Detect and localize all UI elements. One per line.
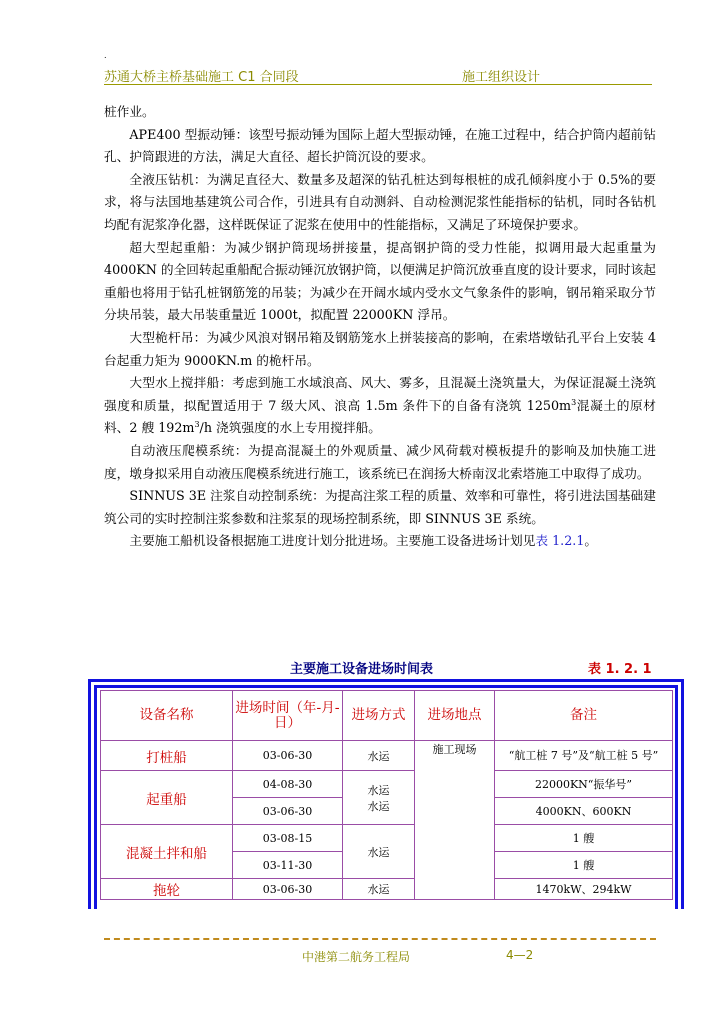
- body-text: [104, 101, 656, 553]
- table-row: [101, 879, 673, 900]
- table-title: 主要施工设备进场时间表: [290, 662, 434, 677]
- cell-remarks: 1470kW、294kW: [495, 879, 673, 900]
- cell-entry-time: 03-06-30: [233, 798, 343, 825]
- cell-entry-mode: 水运: [343, 879, 415, 900]
- page-number: 4—2: [506, 948, 534, 962]
- cell-entry-time: 03-08-15: [233, 825, 343, 852]
- paragraph-text: 大型水上搅拌船：考虑到施工水域浪高、风大、雾多，且混凝土浇筑量大，为保证混凝土浇筑强度和质量，拟配置适用于 7 级大风、浪高 1.5m 条件下的自备有浇筑 1250m: [104, 375, 656, 413]
- table-row: [101, 825, 673, 852]
- cell-remarks: 22000KN“振华号”: [495, 771, 673, 798]
- header-remarks: 备注: [495, 691, 673, 741]
- page-header: [104, 64, 652, 85]
- equipment-schedule-table: [100, 690, 673, 900]
- table-number: 表 1. 2. 1: [588, 662, 652, 677]
- cell-entry-mode: 水运: [343, 741, 415, 771]
- superscript: 3: [571, 397, 577, 407]
- cell-entry-time: 03-11-30: [233, 852, 343, 879]
- paragraph-text: 。: [584, 533, 598, 549]
- cell-entry-mode: [343, 771, 415, 825]
- table-reference-link[interactable]: 表 1.2.1: [535, 533, 585, 549]
- footer-divider: [104, 938, 656, 940]
- cell-entry-time: 03-06-30: [233, 879, 343, 900]
- header-entry-mode: 进场方式: [343, 691, 415, 741]
- paragraph: SINNUS 3E 注浆自动控制系统：为提高注浆工程的质量、效率和可靠性，将引进法国基础建筑公司的实时控制注浆参数和注浆泵的现场控制系统，即 SINNUS 3E 系统。: [104, 488, 656, 526]
- paragraph: 桩作业。: [104, 104, 155, 119]
- paragraph: 自动液压爬模系统：为提高混凝土的外观质量、减少风荷载对模板提升的影响及加快施工进度，墩身拟采用自动液压爬模系统进行施工，该系统已在润扬大桥南汊北索塔施工中取得了成功。: [104, 442, 656, 481]
- cell-entry-time: 03-06-30: [233, 741, 343, 771]
- paragraph-text: 主要施工船机设备根据施工进度计划分批进场。主要施工设备进场计划见: [129, 533, 536, 549]
- header-equipment-name: 设备名称: [101, 691, 233, 741]
- paragraph: [104, 372, 656, 440]
- paragraph-text: 混凝土的原材料、2 艘 192m: [104, 397, 656, 436]
- header-entry-place: 进场地点: [415, 691, 495, 741]
- paragraph: 超大型起重船：为减少钢护筒现场拼接量，提高钢护筒的受力性能，拟调用最大起重量为 4000KN 的全回转起重船配合振动锤沉放钢护筒，以便满足护筒沉放垂直度的设计要求，同时该起重船也将用于钻孔桩钢筋笼的吊装；为减少在开阔水域内受水文气象条件的影响，钢吊箱采取分节分块吊装，最大吊装重量近 1000t，拟配置 22000KN 浮吊。: [104, 239, 656, 323]
- header-project-title: 苏通大桥主桥基础施工 C1 合同段: [104, 70, 299, 85]
- paragraph-text: /h 浇筑强度的水上专用搅拌船。: [199, 420, 381, 436]
- cell-equipment-name: 起重船: [101, 771, 233, 825]
- cell-entry-place: 施工现场: [415, 741, 495, 900]
- entry-mode-line: 水运: [367, 783, 390, 797]
- cell-equipment-name: 打桩船: [101, 741, 233, 771]
- cell-remarks: “航工桩 7 号”及“航工桩 5 号”: [495, 741, 673, 771]
- footer-organization: 中港第二航务工程局: [302, 950, 411, 964]
- table-header-row: [101, 691, 673, 741]
- cell-remarks: 1 艘: [495, 852, 673, 879]
- paragraph: [104, 530, 656, 553]
- paragraph: 大型桅杆吊：为减少风浪对钢吊箱及钢筋笼水上拼装接高的影响，在索塔墩钻孔平台上安装 4 台起重力矩为 9000KN.m 的桅杆吊。: [104, 329, 656, 368]
- entry-mode-line: 水运: [367, 799, 390, 813]
- paragraph: APE400 型振动锤：该型号振动锤为国际上超大型振动锤，在施工过程中，结合护筒内超前钻孔、护筒跟进的方法，满足大直径、超长护筒沉设的要求。: [104, 126, 656, 165]
- cell-remarks: 1 艘: [495, 825, 673, 852]
- paragraph: 全液压钻机：为满足直径大、数量多及超深的钻孔桩达到每根桩的成孔倾斜度小于 0.5%的要求，将与法国地基建筑公司合作，引进具有自动测斜、自动检测泥浆性能指标的钻机，同时各钻机均配有泥浆净化器，这样既保证了泥浆在使用中的性能指标，又满足了环境保护要求。: [104, 171, 656, 232]
- cell-equipment-name: 拖轮: [101, 879, 233, 900]
- table-row: [101, 741, 673, 771]
- cell-equipment-name: 混凝土拌和船: [101, 825, 233, 879]
- header-mark: .: [104, 51, 107, 60]
- cell-remarks: 4000KN、600KN: [495, 798, 673, 825]
- cell-entry-time: 04-08-30: [233, 771, 343, 798]
- cell-entry-mode: 水运: [343, 825, 415, 879]
- header-entry-time: 进场时间（年-月-日）: [233, 691, 343, 741]
- header-document-type: 施工组织设计: [462, 70, 541, 85]
- table-row: [101, 771, 673, 798]
- superscript: 3: [194, 420, 200, 430]
